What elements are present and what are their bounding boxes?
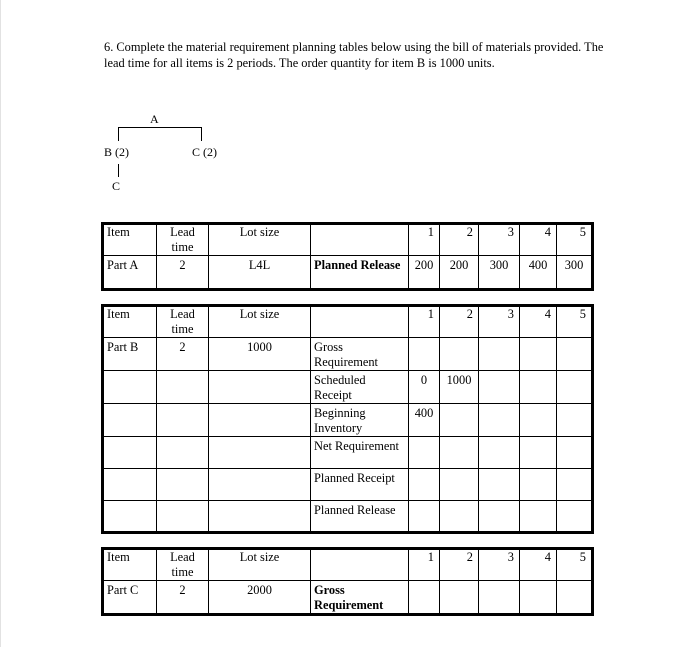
period-header: 1 [409, 224, 440, 256]
table-cell[interactable] [557, 501, 593, 533]
item-name: Part A [103, 256, 157, 290]
table-cell[interactable] [209, 501, 311, 533]
period-header: 2 [440, 549, 479, 581]
period-header: 5 [557, 224, 593, 256]
period-header: 1 [409, 306, 440, 338]
row-label-planned-release: Planned Release [311, 256, 409, 290]
period-header: 4 [520, 224, 557, 256]
table-cell[interactable] [209, 469, 311, 501]
header-lead-time: Lead time [157, 549, 209, 581]
table-cell[interactable]: 200 [440, 256, 479, 290]
table-cell[interactable] [557, 404, 593, 437]
table-cell[interactable] [520, 404, 557, 437]
table-cell[interactable] [409, 338, 440, 371]
header-blank [311, 224, 409, 256]
period-header: 3 [479, 306, 520, 338]
row-label-beginning-inventory: Beginning Inventory [311, 404, 409, 437]
lead-time-value: 2 [157, 581, 209, 615]
table-cell[interactable] [409, 469, 440, 501]
period-header: 3 [479, 549, 520, 581]
item-name: Part B [103, 338, 157, 371]
table-cell[interactable] [520, 501, 557, 533]
bom-branch-line [118, 127, 202, 128]
table-cell[interactable] [409, 581, 440, 615]
period-header: 4 [520, 549, 557, 581]
lot-size-value: 1000 [209, 338, 311, 371]
header-lead-time: Lead time [157, 306, 209, 338]
table-cell[interactable] [520, 338, 557, 371]
item-name: Part C [103, 581, 157, 615]
period-header: 1 [409, 549, 440, 581]
table-cell[interactable] [157, 437, 209, 469]
table-cell[interactable]: 300 [479, 256, 520, 290]
table-cell[interactable] [440, 404, 479, 437]
bom-right-drop [201, 127, 202, 141]
period-header: 5 [557, 306, 593, 338]
bom-root-a: A [150, 112, 159, 126]
table-cell[interactable] [209, 404, 311, 437]
header-item: Item [103, 306, 157, 338]
table-cell[interactable] [557, 371, 593, 404]
table-cell[interactable] [440, 469, 479, 501]
header-lead-time: Lead time [157, 224, 209, 256]
table-cell[interactable] [440, 501, 479, 533]
table-cell[interactable] [557, 437, 593, 469]
bom-child-b: B (2) [104, 145, 129, 159]
mrp-table-part-c [101, 547, 594, 616]
table-cell[interactable] [557, 469, 593, 501]
header-item: Item [103, 224, 157, 256]
header-lot-size: Lot size [209, 224, 311, 256]
table-cell[interactable] [520, 371, 557, 404]
bom-grandchild-c: C [112, 179, 121, 193]
table-cell[interactable] [479, 404, 520, 437]
table-cell[interactable] [157, 371, 209, 404]
lot-size-value: L4L [209, 256, 311, 290]
table-cell[interactable] [157, 501, 209, 533]
mrp-table-part-a [101, 222, 594, 291]
table-cell[interactable] [209, 371, 311, 404]
bom-left-drop [118, 127, 119, 141]
header-lot-size: Lot size [209, 549, 311, 581]
row-label-scheduled-receipt: Scheduled Receipt [311, 371, 409, 404]
table-cell[interactable] [103, 371, 157, 404]
table-cell[interactable] [440, 581, 479, 615]
period-header: 3 [479, 224, 520, 256]
table-cell[interactable] [440, 437, 479, 469]
table-cell[interactable]: 0 [409, 371, 440, 404]
table-cell[interactable] [479, 501, 520, 533]
table-cell[interactable]: 400 [520, 256, 557, 290]
header-blank [311, 549, 409, 581]
row-label-net-requirement: Net Requirement [311, 437, 409, 469]
table-cell[interactable] [520, 437, 557, 469]
table-cell[interactable] [520, 581, 557, 615]
row-label-planned-release: Planned Release [311, 501, 409, 533]
bom-child-c: C (2) [192, 145, 217, 159]
table-cell[interactable] [479, 469, 520, 501]
table-cell[interactable] [409, 501, 440, 533]
table-cell[interactable] [557, 581, 593, 615]
table-cell[interactable]: 400 [409, 404, 440, 437]
row-label-planned-receipt: Planned Receipt [311, 469, 409, 501]
table-cell[interactable] [557, 338, 593, 371]
table-cell[interactable] [103, 469, 157, 501]
table-cell[interactable]: 200 [409, 256, 440, 290]
table-cell[interactable]: 300 [557, 256, 593, 290]
question-text: 6. Complete the material requirement planning tables below using the bill of materials provided. The lead time for all items is 2 periods. The order quantity for item B is 1000 units. [104, 40, 604, 70]
header-lot-size: Lot size [209, 306, 311, 338]
bom-b-drop [118, 164, 119, 177]
table-cell[interactable] [409, 437, 440, 469]
table-cell[interactable]: 1000 [440, 371, 479, 404]
table-cell[interactable] [103, 437, 157, 469]
lead-time-value: 2 [157, 256, 209, 290]
header-blank [311, 306, 409, 338]
page-edge [0, 0, 1, 647]
table-cell[interactable] [479, 581, 520, 615]
period-header: 2 [440, 224, 479, 256]
row-label-gross-requirement: Gross Requirement [311, 338, 409, 371]
period-header: 4 [520, 306, 557, 338]
mrp-table-part-b [101, 304, 594, 534]
table-cell[interactable] [440, 338, 479, 371]
period-header: 2 [440, 306, 479, 338]
row-label-gross-requirement: Gross Requirement [311, 581, 409, 615]
table-cell[interactable] [209, 437, 311, 469]
table-cell[interactable] [520, 469, 557, 501]
table-cell[interactable] [103, 404, 157, 437]
table-cell[interactable] [103, 501, 157, 533]
table-cell[interactable] [479, 371, 520, 404]
table-cell[interactable] [157, 469, 209, 501]
table-cell[interactable] [479, 338, 520, 371]
period-header: 5 [557, 549, 593, 581]
lot-size-value: 2000 [209, 581, 311, 615]
header-item: Item [103, 549, 157, 581]
table-cell[interactable] [157, 404, 209, 437]
table-cell[interactable] [479, 437, 520, 469]
lead-time-value: 2 [157, 338, 209, 371]
